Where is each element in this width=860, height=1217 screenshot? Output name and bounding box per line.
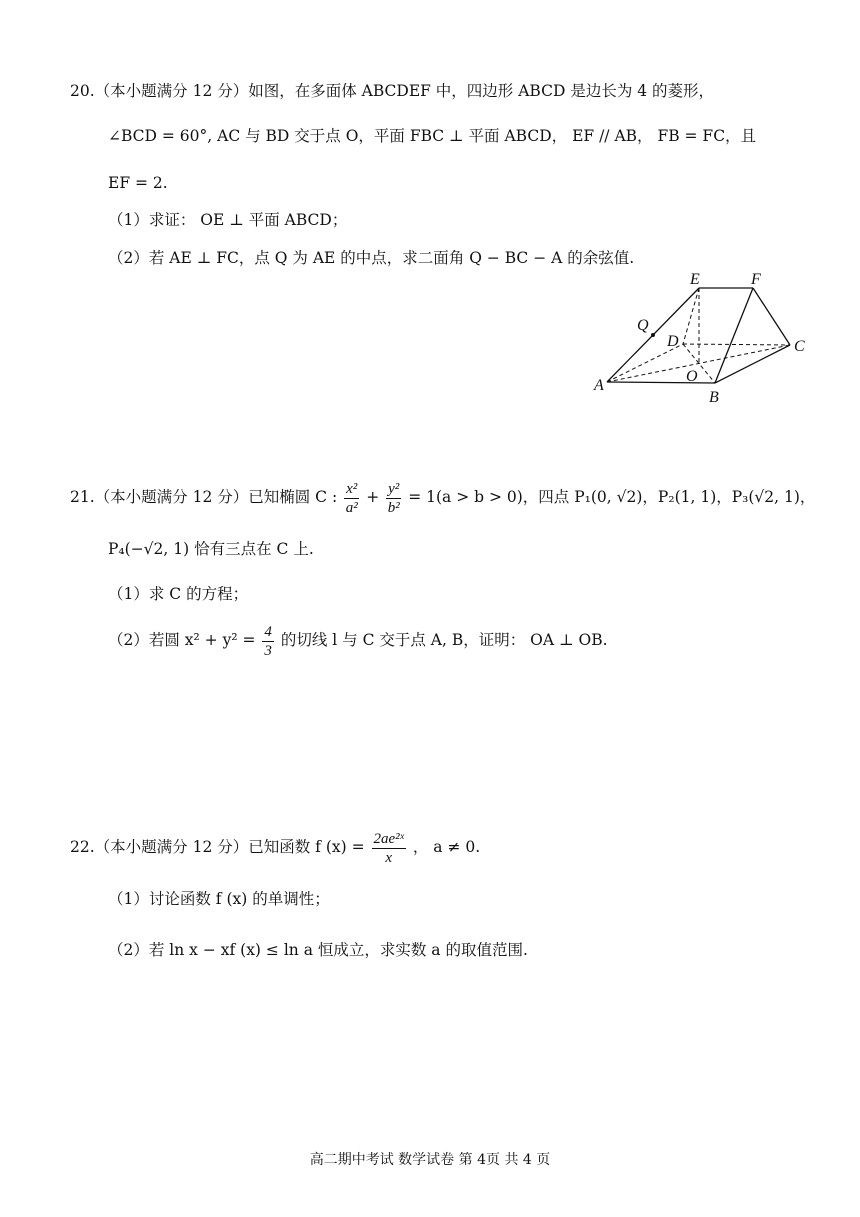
q21-part2 (108, 620, 608, 660)
q20-line2: ∠BCD = 60°, AC 与 BD 交于点 O，平面 FBC ⊥ 平面 ABCD， EF // AB， FB = FC，且 (108, 127, 757, 145)
frac-num: 4 (264, 623, 272, 640)
q22-line1 (70, 827, 480, 867)
edge-ab (607, 382, 715, 383)
q22-part2: （2）若 ln x − xf (x) ≤ ln a 恒成立，求实数 a 的取值范围. (108, 941, 528, 959)
frac-den: x (385, 849, 393, 866)
q22-line1-prefix: 22.（本小题满分 12 分）已知函数 f (x) = (70, 838, 365, 856)
frac-den: 3 (264, 642, 272, 659)
edge-fc (753, 288, 790, 345)
frac-num: 2ae²ˣ (373, 830, 404, 847)
q20-line3: EF = 2. (108, 174, 168, 192)
point-q (651, 333, 655, 337)
fraction-function (372, 830, 406, 867)
q21-part2-suffix: 的切线 l 与 C 交于点 A, B，证明： OA ⊥ OB. (280, 631, 608, 649)
label-d: D (667, 333, 679, 350)
label-a: A (594, 377, 604, 394)
label-q: Q (637, 317, 649, 334)
q21-line1-prefix: 21.（本小题满分 12 分）已知椭圆 C : (70, 488, 338, 506)
q21-line2: P₄(−√2, 1) 恰有三点在 C 上. (108, 540, 314, 558)
fraction-4-3 (262, 623, 274, 660)
q21-line1-suffix: = 1(a > b > 0)，四点 P₁(0, √2)，P₂(1, 1)，P₃(√2, 1)， (408, 488, 816, 506)
page-footer: 高二期中考试 数学试卷 第 4页 共 4 页 (309, 1152, 551, 1168)
q21-plus: + (366, 488, 380, 506)
label-o: O (686, 368, 698, 385)
frac-num: x² (346, 480, 358, 497)
label-b: B (709, 389, 719, 406)
fraction-y2-b2 (386, 480, 401, 517)
q21-line1 (70, 477, 815, 517)
label-c: C (794, 338, 805, 355)
q20-line1: 20.（本小题满分 12 分）如图，在多面体 ABCDEF 中，四边形 ABCD 是边长为 4 的菱形， (70, 82, 715, 100)
q20-part2: （2）若 AE ⊥ FC，点 Q 为 AE 的中点，求二面角 Q − BC − A 的余弦值. (108, 249, 635, 267)
frac-num: y² (388, 480, 400, 497)
q22-line1-suffix: ， a ≠ 0. (412, 838, 481, 856)
edge-fb (715, 288, 753, 383)
fraction-x2-a2 (344, 480, 359, 517)
label-e: E (690, 271, 700, 288)
frac-den: b² (387, 499, 400, 516)
q21-part2-prefix: （2）若圆 x² + y² = (108, 631, 256, 649)
edge-bc (715, 345, 790, 383)
q22-part1: （1）讨论函数 f (x) 的单调性； (108, 890, 330, 908)
q20-part1: （1）求证： OE ⊥ 平面 ABCD； (108, 211, 348, 229)
label-f: F (751, 271, 761, 288)
q21-part1: （1）求 C 的方程； (108, 585, 249, 603)
frac-den: a² (345, 499, 358, 516)
polyhedron-figure (585, 262, 815, 407)
